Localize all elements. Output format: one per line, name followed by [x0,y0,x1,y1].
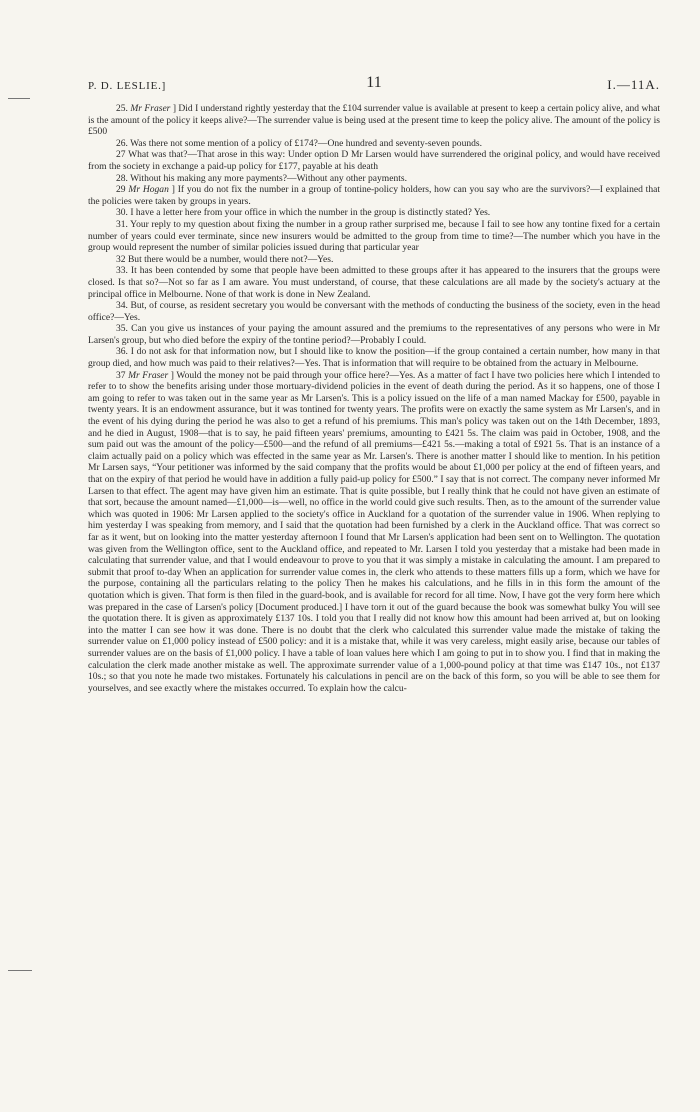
question-answer-paragraph [88,138,660,150]
paragraph-text: Can you give us instances of your paying the amount assured and the premiums to the representatives of any persons who were in Mr Larsen's group, but who died before the expiry of the tontine period?—Probably I could. [88,323,660,346]
question-number: 27 [116,149,129,161]
question-number: 26. [116,137,131,149]
question-number: 29 [116,184,129,196]
question-answer-paragraph [88,173,660,185]
speaker-name: Mr Fraser [130,103,171,114]
question-answer-paragraph [88,184,660,207]
paragraph-text: ] Would the money not be paid through your office here?—Yes. As a matter of fact I have two policies here which I intended to refer to to show the benefits arising under those mortuary-dividend policies in the event of death during the period. As it so happens, one of those I am going to refer to was taken out in the same year as Mr Larsen's. This is a policy issued on the life of a man named Mackay for £500, payable in twenty years. It is an endowment assurance, but it was tontined for twenty years. The profits were on exactly the same system as Mr Larsen's, and in the event of his dying during the period he was also to get a refund of his premiums. This man's policy was taken out on the 14th December, 1893, and he died in August, 1908—that is to say, he paid fifteen years' premiums, amounting to £421 5s. The claim was paid in October, 1908, and the sum paid out was the amount of the policy—£500—and the refund of all premiums—£421 5s.—making a total of £921 5s. That is an instance of a claim actually paid on a policy which was effected in the same year as Mr. Larsen's. There is another matter I should like to mention. In his petition Mr Larsen says, “Your petitioner was informed by the said company that the profits would be about £1,000 per policy at the end of fifteen years, and that on the expiry of that period he would have in addition a fully paid-up policy for £500.” I say that is not correct. The company never informed Mr Larsen to that effect. The agent may have given him an estimate. That is quite possible, but I really think that he could not have given an estimate of that sort, because the amount named—£1,000—is—well, no office in the world could give such results. Then, as to the amount of the surrender value which was quoted in 1906: Mr Larsen applied to the society's office in Auckland for a quotation of the surrender value in 1906. When replying to him yesterday I was speaking from memory, and I said that the quotation had been furnished by a clerk in the Auckland office. That was correct so far as it went, but on looking into the matter yesterday afternoon I found that Mr Larsen's application had been sent on to Wellington. The quotation was given from the Wellington office, sent to the Auckland office, and repeated to Mr. Larsen I told you yesterday that a mistake had been made in calculating that surrender value, and that I would endeavour to prove to you that it was simply a mistake in calculating the amount. I am prepared to submit that proof to-day When an application for surrender value comes in, the clerk who attends to these matters fills up a form, which we have for the purpose, containing all the particulars relating to the policy Then he makes his calculations, and he fills in in this form the amount of the quotation which is given. That form is then filed in the guard-book, and is available for record for all time. Now, I have got the very form here which was prepared in the case of Larsen's policy [Document produced.] I have torn it out of the guard because the book was somewhat bulky You will see the quotation there. It is given as approximately £137 10s. I told you that I really did not know how this amount had been arrived at, but on looking into the matter I can see how it was done. There is no doubt that the clerk who calculated this surrender value made the mistake of taking the surrender value on £1,000 policy instead of £500 policy: and it is a mistake that, while it was very careless, might easily arise, because our tables of surrender values are on the basis of £1,000 policy. I have a table of loan values here which I am going to put in to show you. I find that in making the calculation the clerk made another mistake as well. The approximate surrender value of a 1,000-pound policy at that time was £147 10s., not £137 10s.; so that you note he made two mistakes. Fortunately his calculations in pencil are on the back of this form, so you will be able to see them for yourselves, and see exactly where the mistakes occurred. To explain how the calcu- [88,369,661,694]
paragraph-text: I do not ask for that information now, but I should like to know the position—if the group contained a certain number, how many in that group died, and how much was paid to their relatives?—Yes. That is information that will require to be obtained from the actuary in Melbourne. [88,346,660,370]
paragraph-text: Without his making any more payments?—Without any other payments. [130,172,407,184]
question-number: 34. [116,300,131,312]
question-number: 36. [116,346,131,358]
margin-mark [8,970,32,971]
question-answer-paragraph [88,103,660,138]
paragraph-text: But, of course, as resident secretary you would be conversant with the methods of conducting the business of the society, even in the head office?—Yes. [88,300,660,323]
question-answer-paragraph [88,149,660,172]
document-reference: I.—11A. [607,77,660,92]
paragraph-text: Your reply to my question about fixing the number in a group rather surprised me, because I fail to see how any tontine fixed for a certain number of years could ever terminate, since new insurers would be admitted to the group from time to time?—The number which you have in the group would represent the number of similar policies issued during that particular year [88,218,660,254]
paragraph-text: What was that?—That arose in this way: Under option D Mr Larsen would have surrendered the original policy, and would have received from the society in exchange a paid-up policy for £177, payable at his death [88,149,661,172]
speaker-name: Mr Fraser [128,369,169,381]
margin-mark [8,98,30,99]
question-number: 30. [116,207,131,219]
question-number: 33. [116,265,131,277]
question-answer-paragraph [88,219,660,254]
paragraph-text: ] If you do not fix the number in a group of tontine-policy holders, how can you say who are the survivors?—I explained that the policies were taken by groups in years. [88,184,660,207]
question-answer-paragraph [88,254,660,266]
question-answer-paragraph [88,346,660,369]
running-head-witness: P. D. LESLIE.] [88,80,167,92]
question-number: 32 [116,253,128,265]
paragraph-text: But there would be a number, would there not?—Yes. [127,253,334,265]
page-header [88,74,660,96]
question-answer-paragraph [88,370,660,695]
paragraph-text: Was there not some mention of a policy of £174?—One hundred and seventy-seven pounds. [130,137,483,149]
paragraph-text: ] Did I understand rightly yesterday that the £104 surrender value is available at present to keep a certain policy alive, and what is the amount of the policy it keeps alive?—The surrender value is being used at the present time to keep the policy alive. The amount of the policy is £500 [88,103,661,138]
question-number: 25. [116,103,131,114]
question-answer-paragraph [88,300,660,323]
question-number: 31. [116,218,131,230]
paragraph-text: I have a letter here from your office in which the number in the group is distinctly stated? Yes. [130,207,491,219]
speaker-name: Mr Hogan [128,184,169,196]
question-number: 35. [116,323,132,335]
page-number: 11 [366,74,382,91]
question-answer-paragraph [88,265,660,300]
question-answer-paragraph [88,323,660,346]
document-body [88,103,660,694]
paragraph-text: It has been contended by some that people have been admitted to these groups after it has appeared to the insurers that the groups were closed. Is that so?—Not so far as I am aware. You must understand, of course, that these calculations are all made by the society's actuary at the principal office in Melbourne. None of that work is done in New Zealand. [88,265,660,300]
question-answer-paragraph [88,207,660,219]
question-number: 37 [116,369,129,381]
question-number: 28. [116,172,131,184]
